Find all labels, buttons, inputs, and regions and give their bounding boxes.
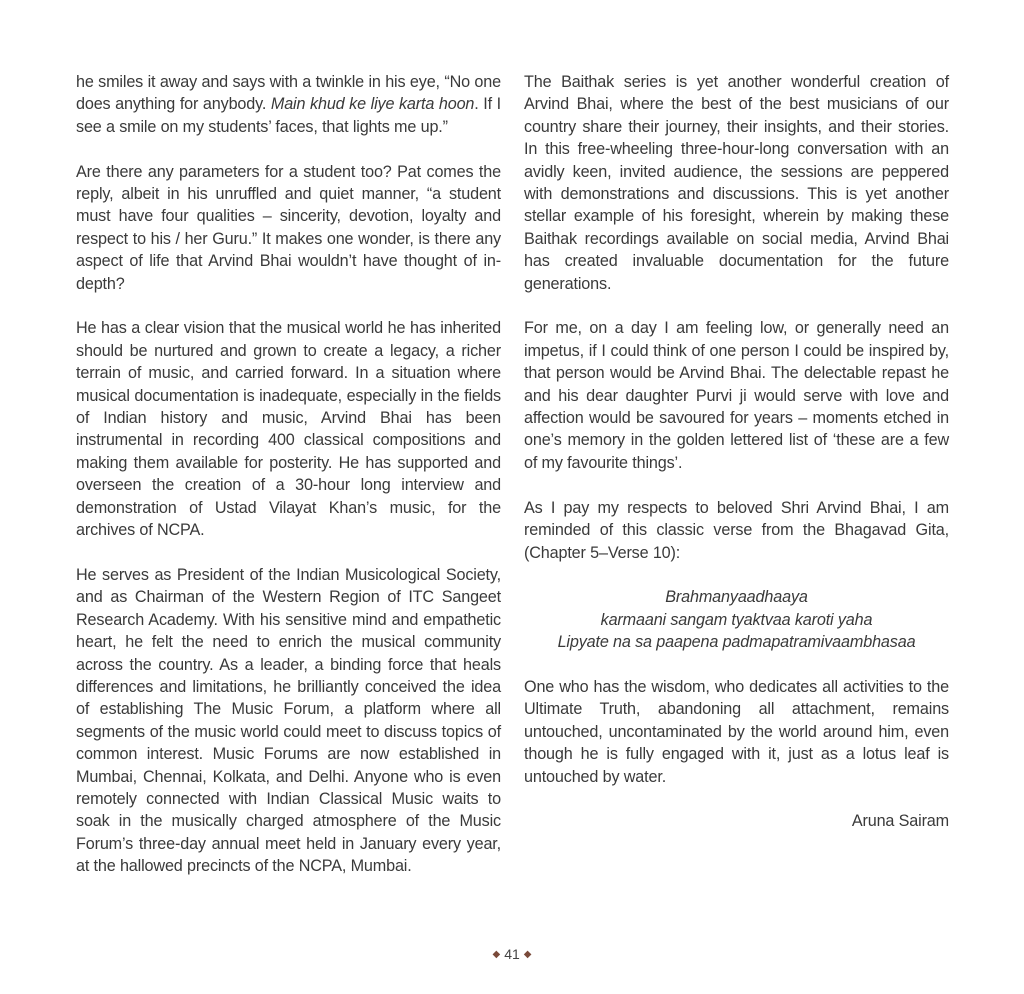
verse-line: Brahmanyaadhaaya: [665, 588, 808, 607]
italic-quote: Main khud ke liye karta hoon: [270, 95, 475, 114]
verse-block: [524, 586, 949, 653]
paragraph: As I pay my respects to beloved Shri Arvind Bhai, I am reminded of this classic verse from the Bhagavad Gita, (Chapter 5–Verse 10):: [524, 498, 949, 562]
paragraph: [76, 71, 501, 138]
paragraph: He has a clear vision that the musical world he has inherited should be nurtured and grown to create a legacy, a richer terrain of music, and carried forward. In a situation where musical documentation is inadequate, especially in the fields of Indian history and music, Arvind Bhai has been instrumental in recording 400 classical compositions and making them available for posterity. He has supported and overseen the creation of a 30-hour long interview and demonstration of Ustad Vilayat Khan’s music, for the archives of NCPA.: [76, 319, 501, 540]
page-number: 41: [504, 946, 520, 962]
author-signature: Aruna Sairam: [851, 812, 949, 831]
text: . If I see a smile on my students’ faces, that lights me up.”: [76, 95, 502, 136]
page-footer: [0, 946, 1024, 962]
paragraph: For me, on a day I am feeling low, or generally need an impetus, if I could think of one person I could be inspired by, that person would be Arvind Bhai. The delectable repast he and his dear daughter Purvi ji would serve with love and affection would be savoured for years – moments etched in one’s memory in the golden lettered list of ‘these are a few of my favourite things’.: [524, 319, 949, 472]
paragraph: The Baithak series is yet another wonderful creation of Arvind Bhai, where the best of the best musicians of our country share their journey, their insights, and their stories. In this free-wheeling three-hour-long conversation with an avidly keen, invited audience, the sessions are peppered with demonstrations and discussions. This is yet another stellar example of his foresight, wherein by making these Baithak recordings available on social media, Arvind Bhai has created invaluable documentation for the future generations.: [524, 73, 949, 293]
verse-line: karmaani sangam tyaktvaa karoti yaha: [600, 610, 873, 629]
right-column: [524, 71, 949, 855]
verse-line: Lipyate na sa paapena padmapatramivaambhasaa: [557, 633, 916, 652]
text: he smiles it away and says with a twinkle in his eye, “No one does anything for anybody.: [76, 73, 501, 114]
diamond-ornament-icon: ◆: [492, 949, 501, 960]
paragraph: He serves as President of the Indian Musicological Society, and as Chairman of the Western Region of ITC Sangeet Research Academy. With his sensitive mind and empathetic heart, he felt the need to enrich the musical community across the country. As a leader, a binding force that heals differences and limitations, he brilliantly conceived the idea of establishing The Music Forum, a platform where all segments of the music world could meet to discuss topics of common interest. Music Forums are now established in Mumbai, Chennai, Kolkata, and Delhi. Anyone who is even remotely connected with Indian Classical Music waits to soak in the musically charged atmosphere of the Music Forum’s three-day annual meet held in January every year, at the hallowed precincts of the NCPA, Mumbai.: [76, 565, 501, 876]
left-column: [76, 71, 501, 900]
paragraph: One who has the wisdom, who dedicates all activities to the Ultimate Truth, abandoning all attachment, remains untouched, uncontaminated by the world around him, even though he is fully engaged with it, just as a lotus leaf is untouched by water.: [524, 677, 949, 786]
diamond-ornament-icon: ◆: [523, 949, 532, 960]
paragraph: Are there any parameters for a student too? Pat comes the reply, albeit in his unruffled and quiet manner, “a student must have four qualities – sincerity, devotion, loyalty and respect to his / her Guru.” It makes one wonder, is there any aspect of life that Arvind Bhai wouldn’t have thought of in-depth?: [76, 162, 501, 293]
